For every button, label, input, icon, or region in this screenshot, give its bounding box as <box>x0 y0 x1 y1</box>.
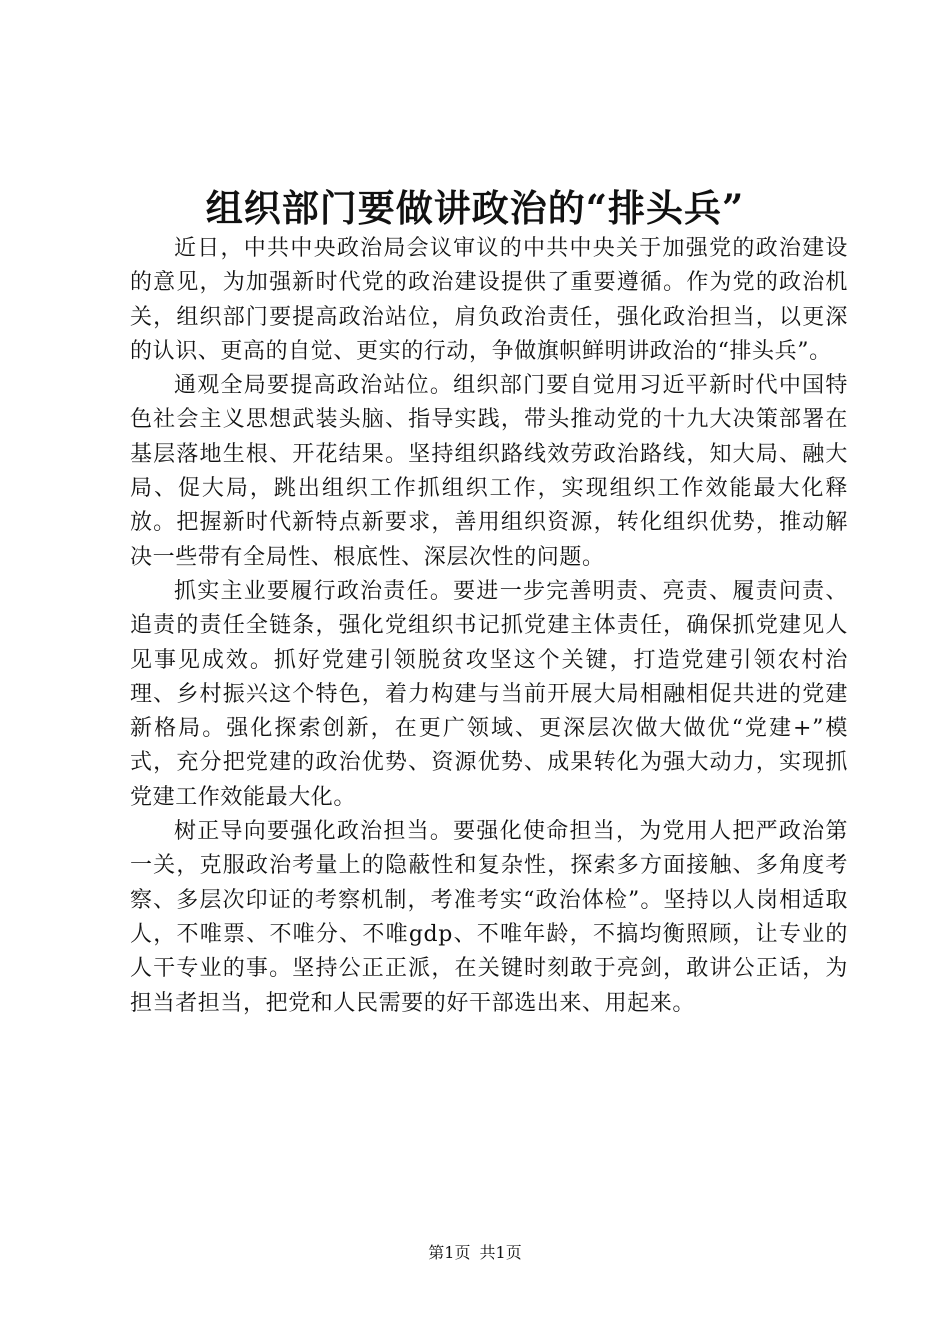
page-footer <box>0 1243 950 1263</box>
document-body <box>130 232 848 1021</box>
paragraph: 树正导向要强化政治担当。要强化使命担当，为党用人把严政治第一关，克服政治考量上的隐蔽性和复杂性，探索多方面接触、多角度考察、多层次印证的考察机制，考准考实“政治体检”。坚持以人岗相适取人，不唯票、不唯分、不唯gdp、不唯年龄，不搞均衡照顾，让专业的人干专业的事。坚持公正正派，在关键时刻敢于亮剑，敢讲公正话，为担当者担当，把党和人民需要的好干部选出来、用起来。 <box>130 819 848 1016</box>
paragraph: 近日，中共中央政治局会议审议的中共中央关于加强党的政治建设的意见，为加强新时代党的政治建设提供了重要遵循。作为党的政治机关，组织部门要提高政治站位，肩负政治责任，强化政治担当，以更深的认识、更高的自觉、更实的行动，争做旗帜鲜明讲政治的“排头兵”。 <box>130 236 848 364</box>
paragraph: 抓实主业要履行政治责任。要进一步完善明责、亮责、履责问责、追责的责任全链条，强化党组织书记抓党建主体责任，确保抓党建见人见事见成效。抓好党建引领脱贫攻坚这个关键，打造党建引领农村治理、乡村振兴这个特色，着力构建与当前开展大局相融相促共进的党建新格局。强化探索创新，在更广领域、更深层次做大做优“党建+”模式，充分把党建的政治优势、资源优势、成果转化为强大动力，实现抓党建工作效能最大化。 <box>130 578 848 810</box>
document-title: 组织部门要做讲政治的“排头兵” <box>205 186 745 230</box>
paragraph: 通观全局要提高政治站位。组织部门要自觉用习近平新时代中国特色社会主义思想武装头脑、指导实践，带头推动党的十九大决策部署在基层落地生根、开花结果。坚持组织路线效劳政治路线，知大局、融大局、促大局，跳出组织工作抓组织工作，实现组织工作效能最大化释放。把握新时代新特点新要求，善用组织资源，转化组织优势，推动解决一些带有全局性、根底性、深层次性的问题。 <box>130 373 848 570</box>
page-number-total: 共1页 <box>479 1243 522 1262</box>
page-number-current: 第1页 <box>428 1243 471 1262</box>
